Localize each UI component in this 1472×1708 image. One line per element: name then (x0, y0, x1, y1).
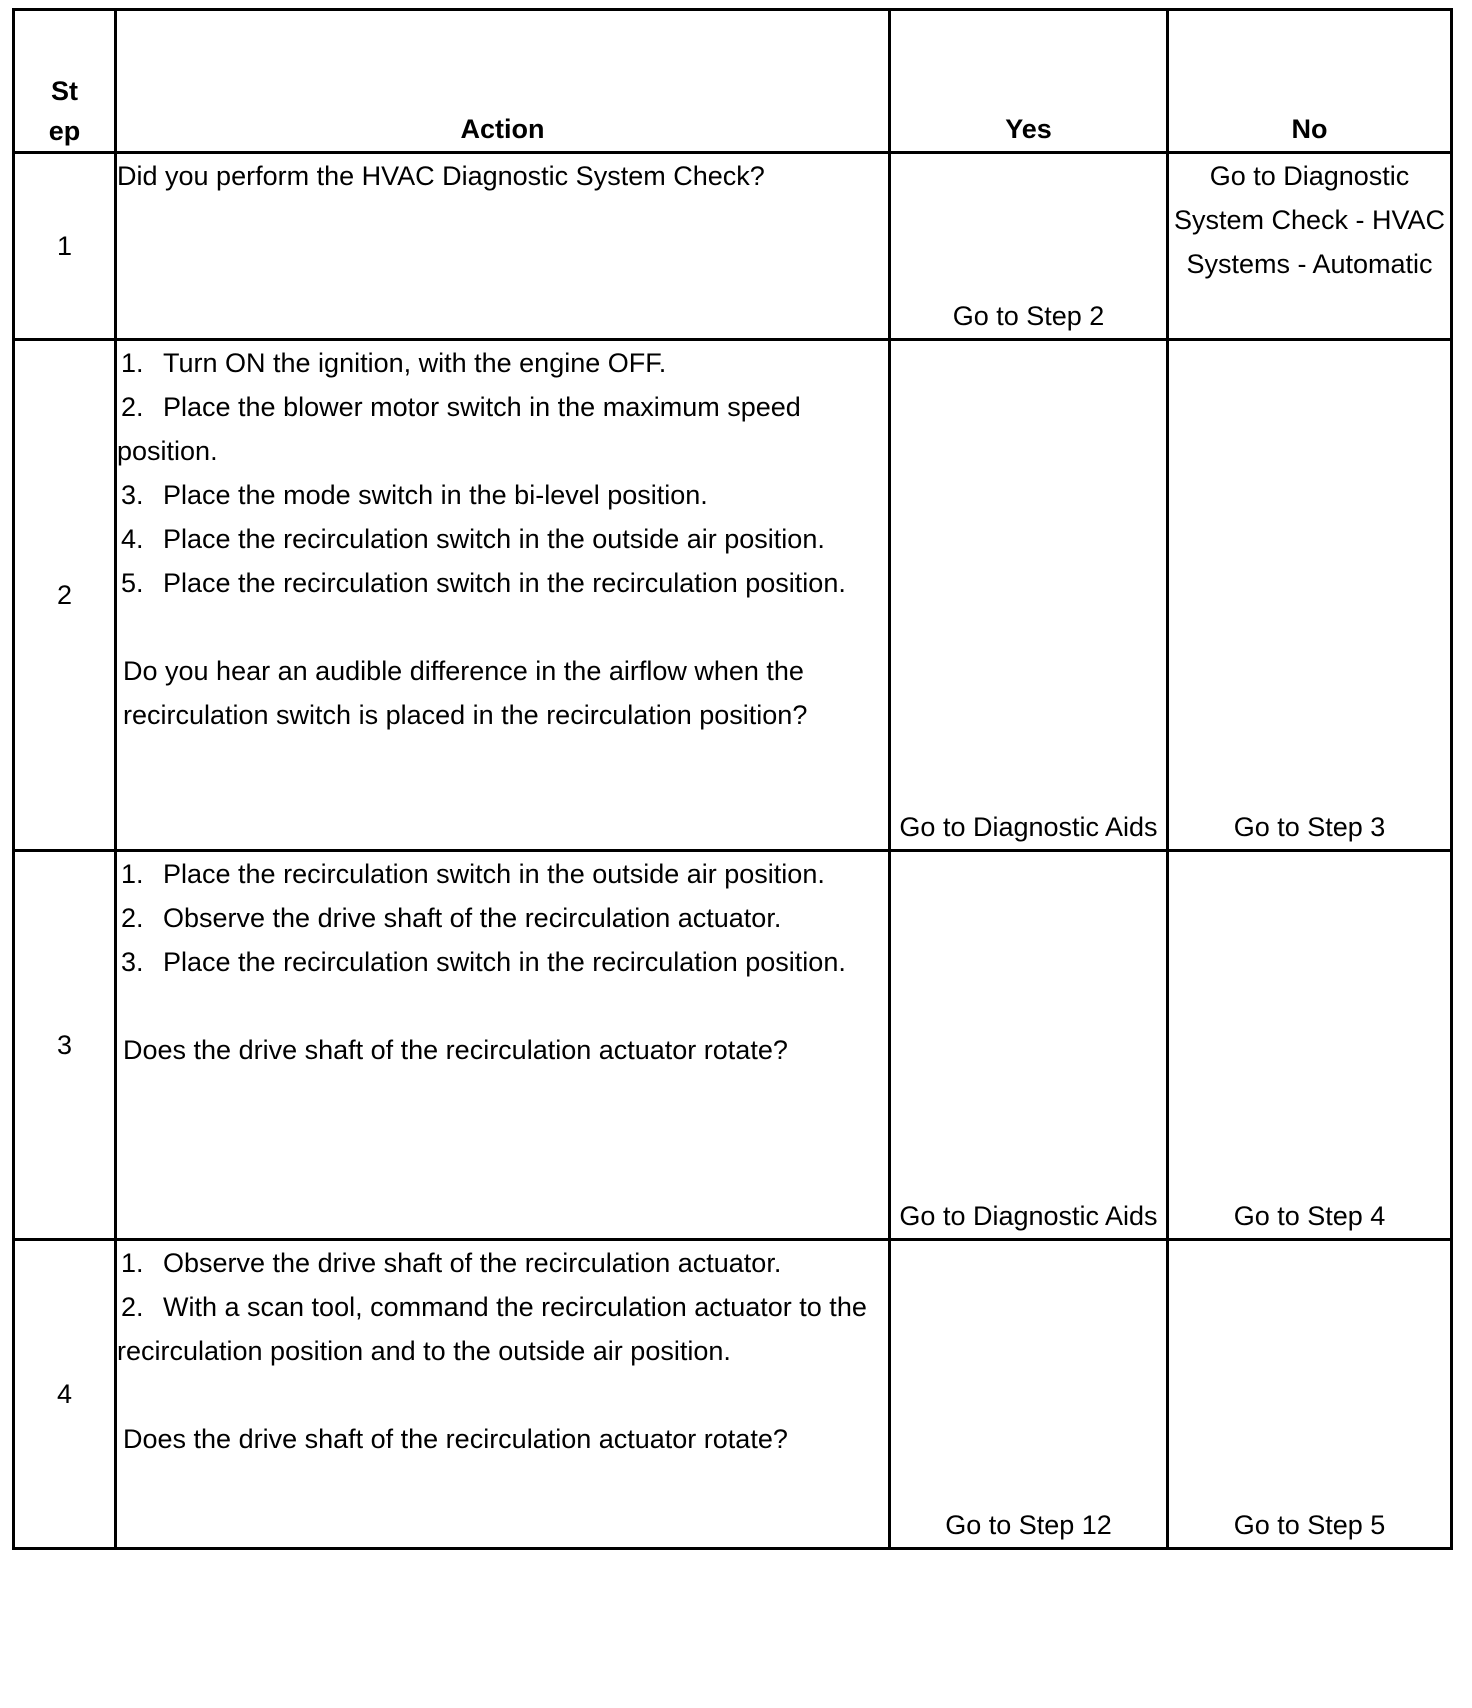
no-cell[interactable]: Go to Step 4 (1168, 851, 1452, 1240)
action-step-text: Turn ON the ignition, with the engine OFF. (163, 348, 667, 378)
action-cell (116, 340, 890, 851)
action-step (117, 940, 888, 984)
action-step-text: Place the blower motor switch in the maximum speed position. (117, 392, 801, 466)
step-number: 1 (14, 153, 116, 340)
action-step-number: 3. (121, 480, 144, 510)
action-step-text: Place the mode switch in the bi-level position. (163, 480, 708, 510)
yes-cell[interactable]: Go to Diagnostic Aids (890, 340, 1168, 851)
action-step-number: 1. (121, 348, 144, 378)
action-step (117, 852, 888, 896)
action-step-text: Place the recirculation switch in the recirculation position. (163, 568, 846, 598)
header-step-part-1: St (51, 76, 78, 106)
action-step-number: 4. (121, 524, 144, 554)
yes-cell[interactable]: Go to Step 12 (890, 1240, 1168, 1549)
header-row (14, 10, 1452, 153)
action-steps (117, 852, 888, 984)
action-step-number: 2. (121, 392, 144, 422)
no-cell[interactable]: Go to Diagnostic System Check - HVAC Systems - Automatic (1168, 153, 1452, 340)
yes-cell[interactable]: Go to Step 2 (890, 153, 1168, 340)
action-step (117, 517, 888, 561)
diagnostic-table (12, 8, 1453, 1550)
step-number: 4 (14, 1240, 116, 1549)
action-step (117, 385, 888, 473)
action-step-text: Observe the drive shaft of the recirculation actuator. (163, 1248, 782, 1278)
no-cell[interactable]: Go to Step 3 (1168, 340, 1452, 851)
step-number: 3 (14, 851, 116, 1240)
action-cell (116, 153, 890, 340)
action-step-number: 2. (121, 1292, 144, 1322)
action-steps (117, 1241, 888, 1373)
action-step (117, 1241, 888, 1285)
action-step (117, 561, 888, 605)
header-action: Action (116, 10, 890, 153)
table-row (14, 153, 1452, 340)
action-step-number: 3. (121, 947, 144, 977)
action-step (117, 1285, 888, 1373)
action-question: Does the drive shaft of the recirculation actuator rotate? (123, 1035, 788, 1065)
action-step-number: 1. (121, 859, 144, 889)
action-step-text: Place the recirculation switch in the outside air position. (163, 859, 825, 889)
action-step-text: Observe the drive shaft of the recirculation actuator. (163, 903, 782, 933)
action-step (117, 896, 888, 940)
yes-cell[interactable]: Go to Diagnostic Aids (890, 851, 1168, 1240)
action-question: Do you hear an audible difference in the airflow when the recirculation switch is placed in the recirculation position? (123, 656, 808, 730)
action-cell (116, 1240, 890, 1549)
action-question: Did you perform the HVAC Diagnostic System Check? (117, 161, 765, 191)
header-no: No (1168, 10, 1452, 153)
action-step-text: Place the recirculation switch in the recirculation position. (163, 947, 846, 977)
table-row (14, 851, 1452, 1240)
action-step-number: 2. (121, 903, 144, 933)
header-step-part-2: ep (48, 116, 81, 146)
action-steps (117, 341, 888, 605)
action-cell (116, 851, 890, 1240)
action-step-text: With a scan tool, command the recirculation actuator to the recirculation position and to the outside air position. (117, 1292, 867, 1366)
table-row (14, 340, 1452, 851)
action-step-text: Place the recirculation switch in the outside air position. (163, 524, 825, 554)
action-step (117, 473, 888, 517)
action-question: Does the drive shaft of the recirculation actuator rotate? (123, 1424, 788, 1454)
action-step (117, 341, 888, 385)
action-step-number: 1. (121, 1248, 144, 1278)
table-row (14, 1240, 1452, 1549)
step-number: 2 (14, 340, 116, 851)
header-step (14, 10, 116, 153)
action-step-number: 5. (121, 568, 144, 598)
header-yes: Yes (890, 10, 1168, 153)
no-cell[interactable]: Go to Step 5 (1168, 1240, 1452, 1549)
